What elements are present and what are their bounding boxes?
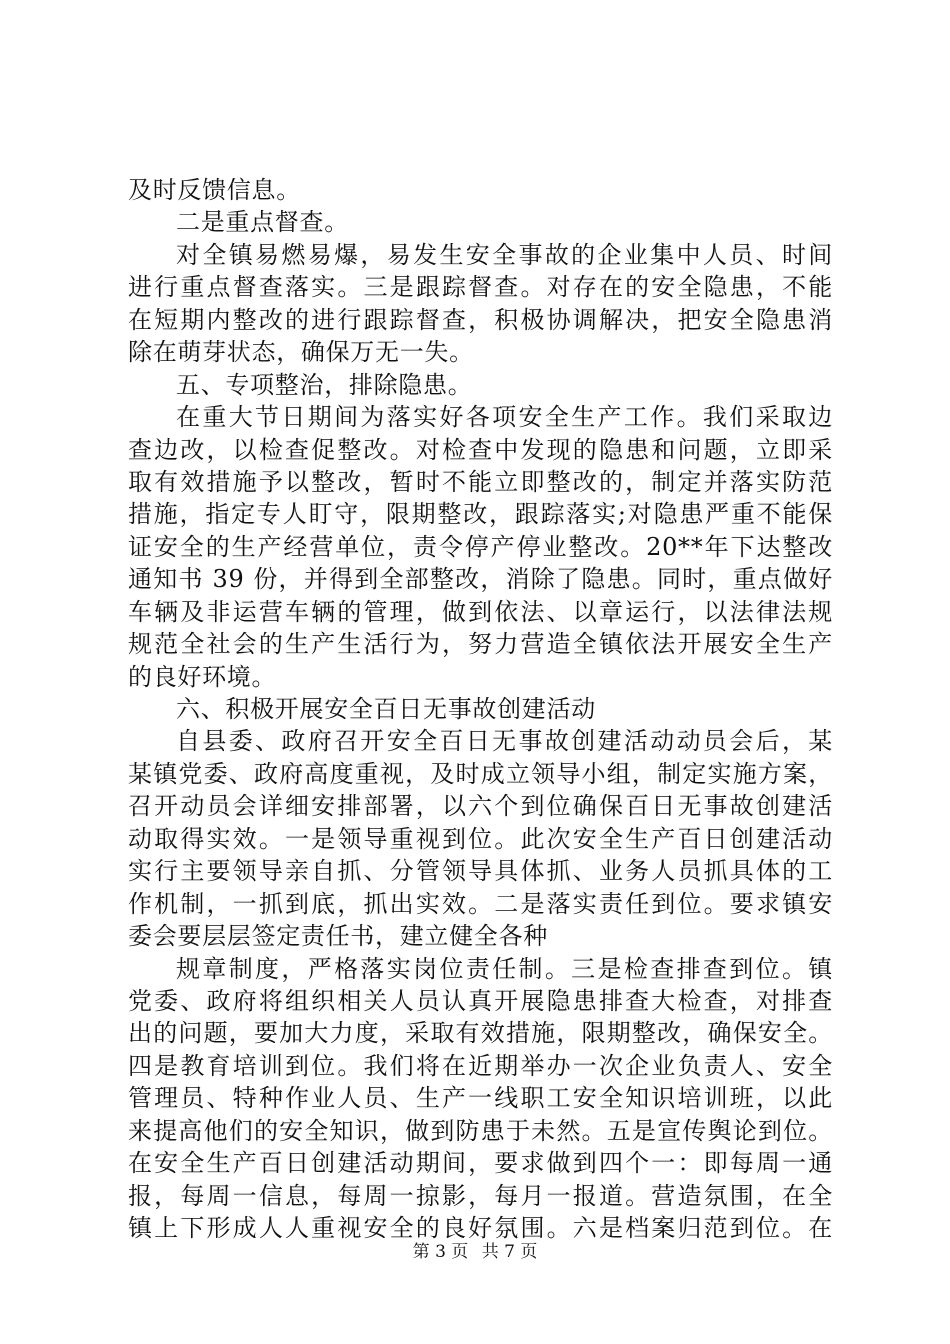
text-line: 四是教育培训到位。我们将在近期举办一次企业负责人、安全: [128, 1051, 833, 1080]
text-line: 镇上下形成人人重视安全的良好氛围。六是档案归范到位。在: [128, 1214, 833, 1242]
text-line: 措施，指定专人盯守，限期整改，跟踪落实;对隐患严重不能保: [128, 500, 833, 529]
text-line: 来提高他们的安全知识，做到防患于未然。五是宣传舆论到位。: [128, 1116, 833, 1145]
text-line: 进行重点督查落实。三是跟踪督查。对存在的安全隐患，不能: [128, 273, 833, 302]
document-body: [128, 174, 833, 1244]
text-line: 自县委、政府召开安全百日无事故创建活动动员会后，某: [176, 727, 833, 756]
text-line: 查边改，以检查促整改。对检查中发现的隐患和问题，立即采: [128, 435, 833, 464]
text-line: 党委、政府将组织相关人员认真开展隐患排查大检查，对排查: [128, 986, 833, 1015]
text-line: 在安全生产百日创建活动期间，要求做到四个一：即每周一通: [128, 1149, 833, 1178]
text-line: 实行主要领导亲自抓、分管领导具体抓、业务人员抓具体的工: [128, 857, 833, 886]
text-line: 作机制，一抓到底，抓出实效。二是落实责任到位。要求镇安: [128, 889, 833, 918]
text-line: 管理员、特种作业人员、生产一线职工安全知识培训班，以此: [128, 1084, 833, 1113]
text-line: 二是重点督查。: [176, 208, 349, 237]
text-line: 在重大节日期间为落实好各项安全生产工作。我们采取边: [176, 403, 833, 432]
text-line: 委会要层层签定责任书，建立健全各种: [128, 922, 548, 951]
page-footer: [0, 1240, 950, 1264]
text-line: 出的问题，要加大力度，采取有效措施，限期整改，确保安全。: [128, 1019, 833, 1048]
page-total: 共 7 页: [481, 1242, 538, 1262]
text-line: 对全镇易燃易爆，易发生安全事故的企业集中人员、时间: [176, 240, 833, 269]
text-line: 召开动员会详细安排部署，以六个到位确保百日无事故创建活: [128, 792, 833, 821]
text-line: 除在萌芽状态，确保万无一失。: [128, 338, 474, 367]
text-line: 取有效措施予以整改，暂时不能立即整改的，制定并落实防范: [128, 467, 833, 496]
text-line: 五、专项整治，排除隐患。: [176, 370, 473, 399]
text-line: 证安全的生产经营单位，责令停产停业整改。20**年下达整改: [128, 532, 833, 561]
page-number: 第 3 页: [412, 1242, 469, 1262]
text-line: 车辆及非运营车辆的管理，做到依法、以章运行，以法律法规: [128, 597, 833, 626]
text-line: 报，每周一信息，每周一掠影，每月一报道。营造氛围，在全: [128, 1181, 833, 1210]
text-line: 通知书 39 份，并得到全部整改，消除了隐患。同时，重点做好: [128, 565, 833, 594]
text-line: 六、积极开展安全百日无事故创建活动: [176, 695, 596, 723]
text-line: 规范全社会的生产生活行为，努力营造全镇依法开展安全生产: [128, 630, 833, 659]
text-line: 动取得实效。一是领导重视到位。此次安全生产百日创建活动: [128, 824, 833, 853]
text-line: 在短期内整改的进行跟踪督查，积极协调解决，把安全隐患消: [128, 305, 833, 334]
text-line: 规章制度，严格落实岗位责任制。三是检查排查到位。镇: [176, 954, 833, 983]
text-line: 及时反馈信息。: [128, 176, 301, 204]
text-line: 的良好环境。: [128, 662, 277, 691]
text-line: 某镇党委、政府高度重视，及时成立领导小组，制定实施方案，: [128, 759, 833, 788]
